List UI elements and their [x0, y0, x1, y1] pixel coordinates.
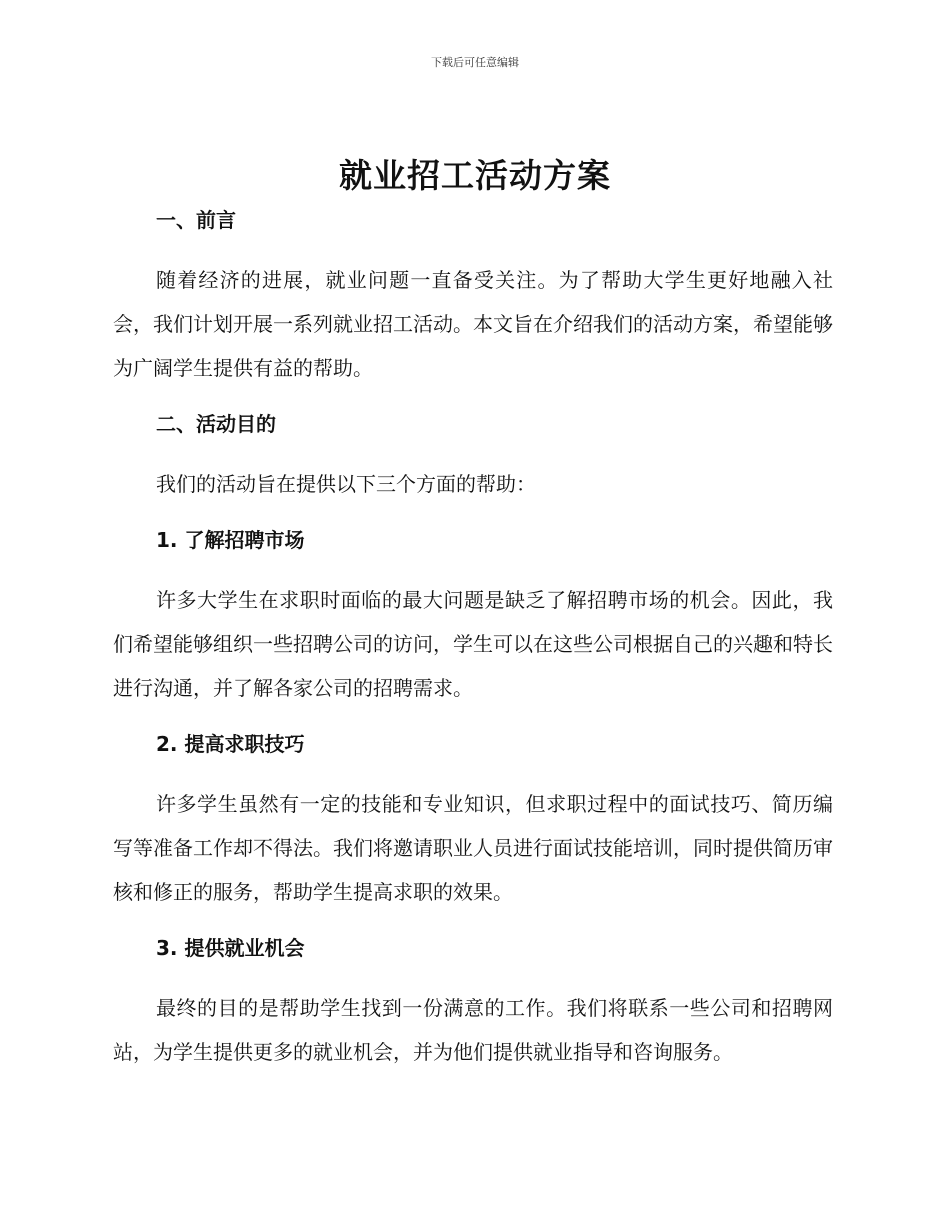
section-paragraph-skills: 许多学生虽然有一定的技能和专业知识，但求职过程中的面试技巧、简历编写等准备工作却不得法。我们将邀请职业人员进行面试技能培训，同时提供简历审核和修正的服务，帮助学生提高求职的效果。 [113, 792, 833, 904]
section-paragraph-purpose: 我们的活动旨在提供以下三个方面的帮助： [156, 472, 536, 496]
section-heading-purpose: 二、活动目的 [156, 412, 276, 436]
page-header-note: 下载后可任意编辑 [431, 56, 519, 69]
section-heading-skills: 2. 提高求职技巧 [156, 732, 305, 756]
section-paragraph-preface: 随着经济的进展，就业问题一直备受关注。为了帮助大学生更好地融入社会，我们计划开展一系列就业招工活动。本文旨在介绍我们的活动方案，希望能够为广阔学生提供有益的帮助。 [113, 268, 833, 380]
section-heading-opportunities: 3. 提供就业机会 [156, 936, 305, 960]
section-paragraph-market: 许多大学生在求职时面临的最大问题是缺乏了解招聘市场的机会。因此，我们希望能够组织一些招聘公司的访问，学生可以在这些公司根据自己的兴趣和特长进行沟通，并了解各家公司的招聘需求。 [113, 588, 833, 700]
document-title: 就业招工活动方案 [339, 156, 611, 195]
document-body [113, 204, 833, 1092]
section-paragraph-opportunities: 最终的目的是帮助学生找到一份满意的工作。我们将联系一些公司和招聘网站，为学生提供更多的就业机会，并为他们提供就业指导和咨询服务。 [113, 996, 833, 1064]
section-heading-market: 1. 了解招聘市场 [156, 528, 305, 552]
section-heading-preface: 一、前言 [156, 208, 236, 232]
